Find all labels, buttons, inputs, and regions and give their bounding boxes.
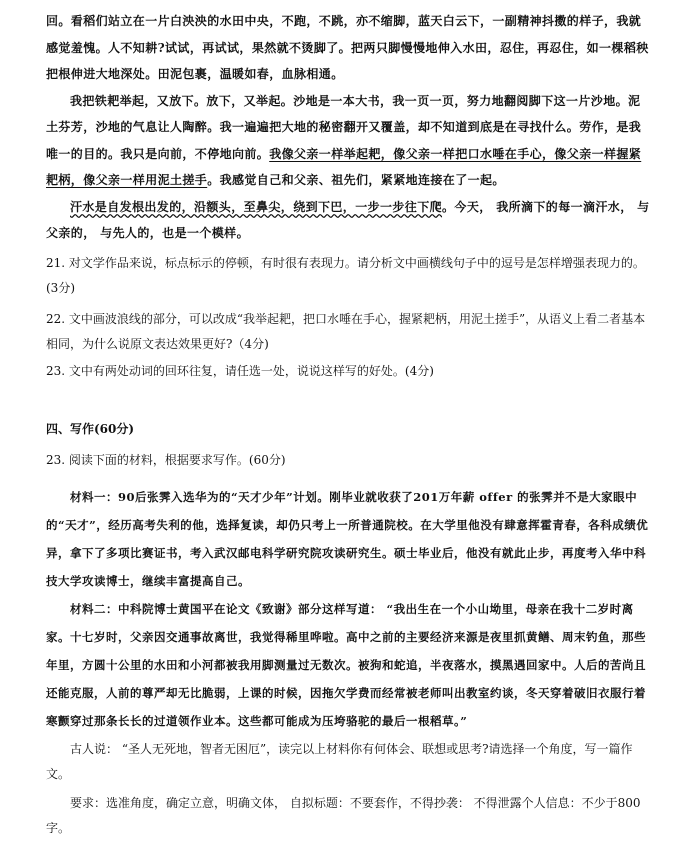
passage-paragraph-2-text: 我把铁耙举起，又放下。放下，又举起。沙地是一本大书，我一页一页，努力地翻阅脚下这一片沙地。泥土芬芳，沙地的气息让人陶醉。我一遍遍把大地的秘密翻开又覆盖，却不知道到底是在寻找什么。劳作，是我唯一的目的。我只是向前，不停地向前。 [46,93,642,161]
writing-requirements: 要求：选准角度，确定立意，明确文体， 自拟标题：不要套作，不得抄袭： 不得泄露个人信息：不少于800字。 [46,795,641,835]
passage-paragraph-2 [46,88,652,194]
question-22: 22. 文中画波浪线的部分，可以改成“我举起耙，把口水唾在手心，握紧耙柄，用泥土搓手”，从语义上看二者基本相同，为什么说原文表达效果更好?（4分) [46,311,646,351]
question-21: 21. 对文学作品来说，标点标示的停顿，有时很有表现力。请分析文中画横线句子中的逗号是怎样增强表现力的。(3分) [46,255,645,295]
section-gap [46,384,652,404]
material-2: 材料二：中科院博士黄国平在论文《致谢》部分这样写道： “我出生在一个小山坳里，母亲在我十二岁时离家。十七岁时，父亲因交通事故离世，我觉得稀里哗啦。高中之前的主要经济来源是夜里抓黄鳝、周末钓鱼，那些年里，方圆十公里的水田和小河都被我用脚测量过无数次。被狗和蛇追，半夜落水，摸黑遇回家中。人后的苦尚且还能克服，人前的尊严却无比脆弱，上课的时候，因拖欠学费而经常被老师叫出教室约谈，冬天穿着破旧衣服行着寒颤穿过那条长长的过道领作业本。这些都可能成为压垮骆驼的最后一根稻草。” [46,601,646,728]
wavy-underlined-sentence: 汗水是自发根出发的，沿额头，至鼻尖，绕到下巴，一步一步往下爬 [70,199,443,214]
question-23: 23. 文中有两处动词的回环往复，请任选一处，说说这样写的好处。(4分) [46,363,434,378]
ancients-quote-task: 古人说： “圣人无死地，智者无困厄”，读完以上材料你有何体会、联想或思考?请选择一个角度，写一篇作文。 [46,741,633,781]
writing-section-heading: 四、写作(60分) [46,421,135,436]
passage-paragraph-2-tail: 。我感觉自己和父亲、祖先们，紧紧地连接在了一起。 [207,173,505,187]
passage-paragraph-3-tail: 。今天， 我所滴下的每一滴汗水， 与父亲的， 与先人的，也是一个模样。 [46,199,650,240]
passage-paragraph-3 [46,194,652,247]
underlined-sentence: 我像父亲一样举起耙，像父亲一样把口水唾在手心，像父亲一样握紧耙柄，像父亲一样用泥土搓手 [46,146,642,187]
writing-prompt: 23. 阅读下面的材料，根据要求写作。(60分) [46,452,286,467]
material-1: 材料一：90后张霁入选华为的“天才少年”计划。刚毕业就收获了201万年薪 offer 的张霁并不是大家眼中的“天才”，经历高考失利的他，选择复读，却仍只考上一所普通院校。在大学里他没有肆意挥霍青春，各科成绩优异，拿下了多项比赛证书，考入武汉邮电科学研究院攻读研究生。硕士毕业后，他没有就此止步，再度考入华中科技大学攻读博士，继续丰富提高自己。 [46,489,649,588]
passage-paragraph-1: 回。看稻们站立在一片白泱泱的水田中央，不跑，不跳，亦不缩脚，蓝天白云下，一副精神抖擞的样子，我就感觉羞愧。人不知耕?试试，再试试，果然就不烫脚了。把两只脚慢慢地伸入水田，忍住，再忍住，如一棵稻秧把根伸进大地深处。田泥包裹，温暖如春，血脉相通。 [46,14,649,81]
